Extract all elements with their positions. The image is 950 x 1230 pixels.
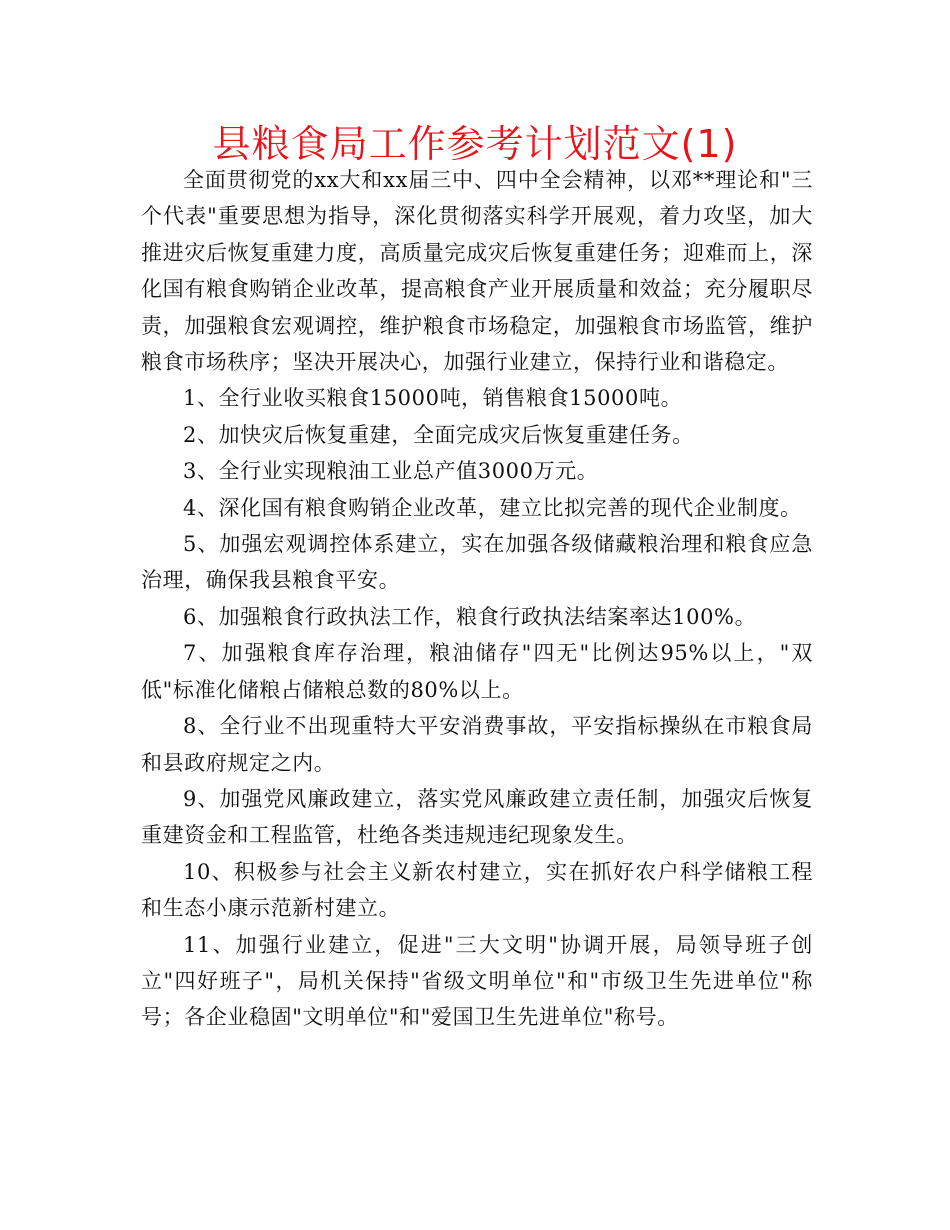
list-item: 7、加强粮食库存治理，粮油储存"四无"比例达95%以上，"双低"标准化储粮占储粮总数的80%以上。: [141, 641, 813, 702]
list-item: 10、积极参与社会主义新农村建立，实在抓好农户科学储粮工程和生态小康示范新村建立。: [141, 859, 813, 921]
list-item: 1、全行业收买粮食15000吨，销售粮食15000吨。: [183, 386, 683, 411]
list-item: 11、加强行业建立，促进"三大文明"协调开展，局领导班子创立"四好班子"，局机关保持"省级文明单位"和"市级卫生先进单位"称号；各企业稳固"文明单位"和"爱国卫生先进单位"称号。: [141, 932, 813, 1030]
intro-paragraph: 全面贯彻党的xx大和xx届三中、四中全会精神，以邓**理论和"三个代表"重要思想为指导，深化贯彻落实科学开展观，着力攻坚，加大推进灾后恢复重建力度，高质量完成灾后恢复重建任务；迎难而上，深化国有粮食购销企业改革，提高粮食产业开展质量和效益；充分履职尽责，加强粮食宏观调控，维护粮食市场稳定，加强粮食市场监管，维护粮食市场秩序；坚决开展决心，加强行业建立，保持行业和谐稳定。: [141, 168, 813, 375]
list-item: 5、加强宏观调控体系建立，实在加强各级储藏粮治理和粮食应急治理，确保我县粮食平安。: [141, 532, 813, 593]
list-item: 4、深化国有粮食购销企业改革，建立比拟完善的现代企业制度。: [183, 495, 802, 520]
list-item: 3、全行业实现粮油工业总产值3000万元。: [183, 459, 599, 484]
list-item: 9、加强党风廉政建立，落实党风廉政建立责任制，加强灾后恢复重建资金和工程监管，杜绝各类违规违纪现象发生。: [141, 786, 813, 848]
list-item: 8、全行业不出现重特大平安消费事故，平安指标操纵在市粮食局和县政府规定之内。: [141, 714, 813, 775]
page-title: 县粮食局工作参考计划范文(1): [212, 122, 738, 166]
list-item: 6、加强粮食行政执法工作，粮食行政执法结案率达100%。: [183, 604, 757, 629]
list-item: 2、加快灾后恢复重建，全面完成灾后恢复重建任务。: [183, 422, 694, 447]
document-body: [141, 162, 813, 1036]
